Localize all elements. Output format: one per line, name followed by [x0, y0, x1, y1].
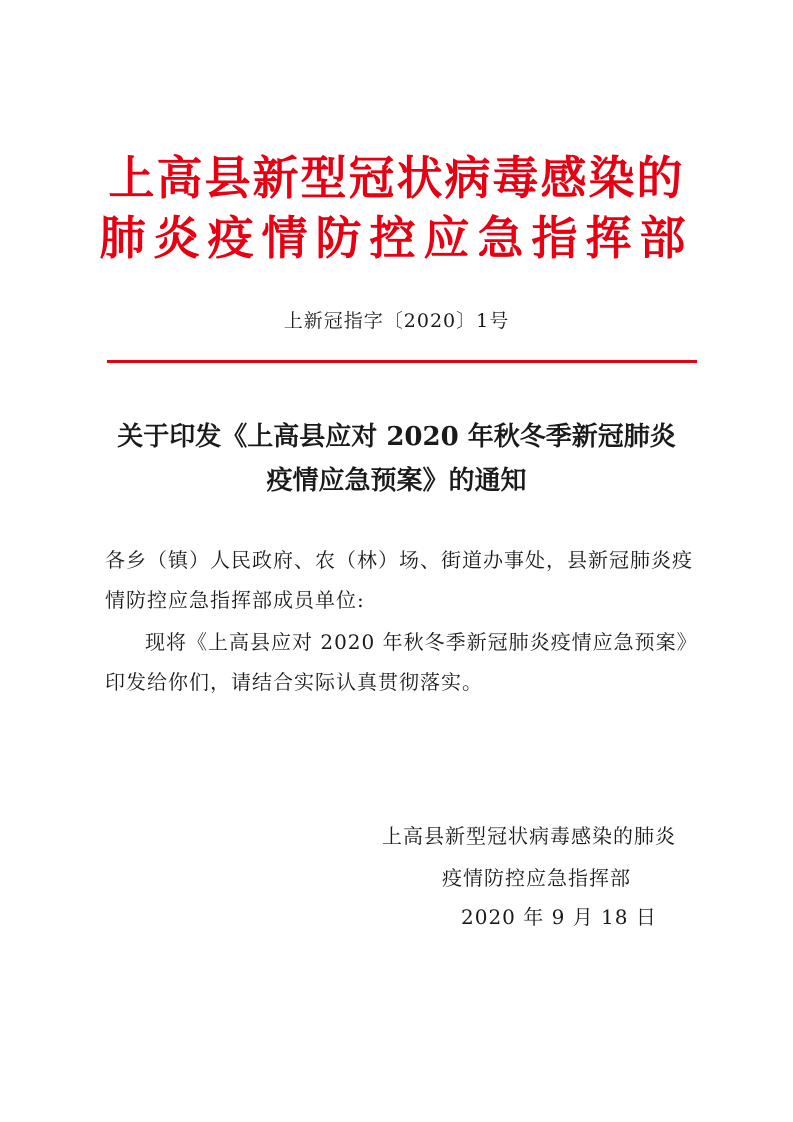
signature-org-line1: 上高县新型冠状病毒感染的肺炎 [382, 824, 676, 848]
org-title-line1: 上高县新型冠状病毒感染的 [108, 151, 685, 205]
signature-date: 2020 年 9 月 18 日 [461, 905, 657, 929]
document-number: 上新冠指字〔2020〕1号 [283, 310, 510, 332]
org-title-line2: 肺炎疫情防控应急指挥部 [99, 211, 694, 265]
signature-org-line2: 疫情防控应急指挥部 [442, 866, 631, 890]
red-divider [107, 360, 697, 363]
notice-title-line1: 关于印发《上高县应对 2020 年秋冬季新冠肺炎 [117, 422, 676, 452]
body-paragraph: 现将《上高县应对 2020 年秋冬季新冠肺炎疫情应急预案》印发给你们，请结合实际认真贯彻落实。 [105, 630, 698, 694]
notice-title-line2: 疫情应急预案》的通知 [266, 466, 527, 496]
addressee: 各乡（镇）人民政府、农（林）场、街道办事处，县新冠肺炎疫情防控应急指挥部成员单位: [105, 548, 693, 612]
